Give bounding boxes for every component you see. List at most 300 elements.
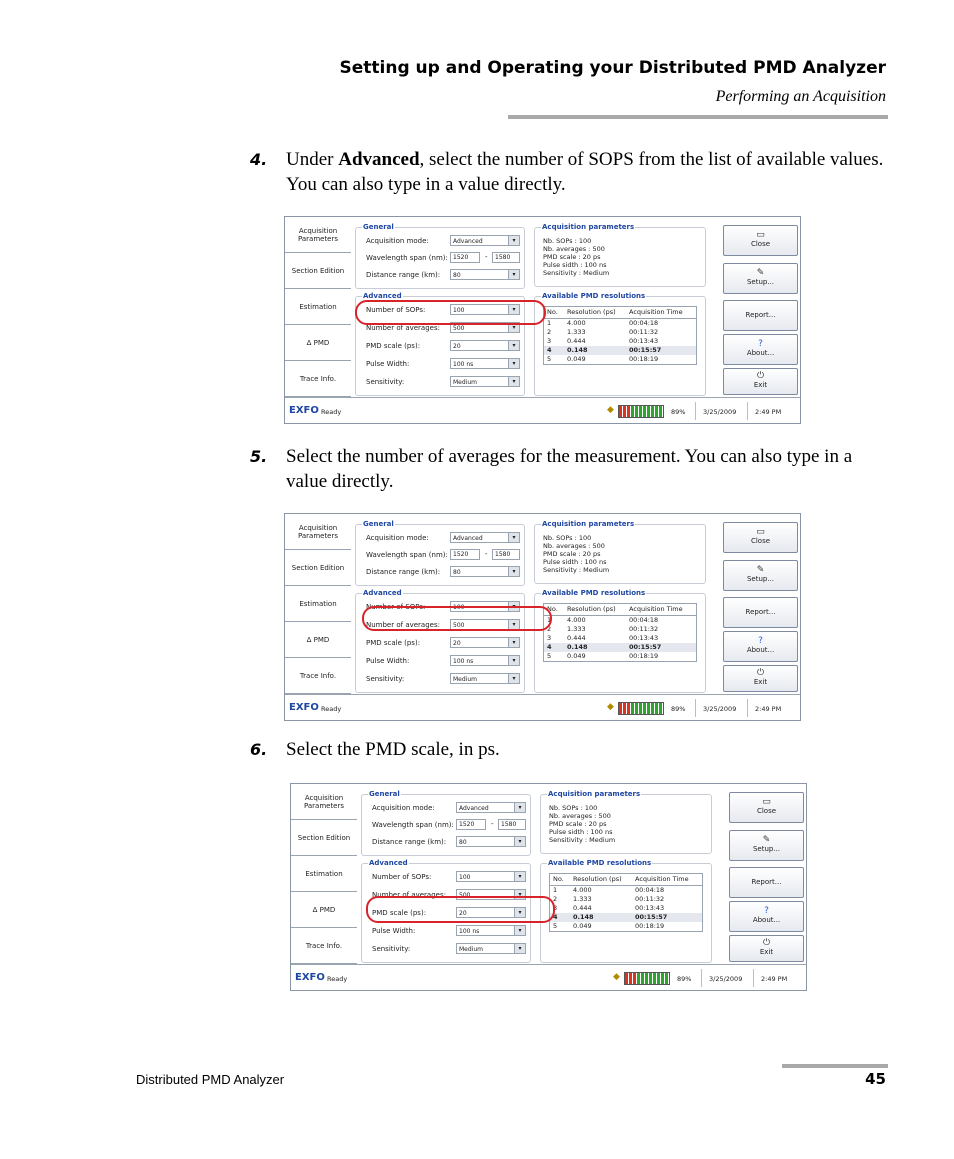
- tab-label: Δ PMD: [306, 635, 330, 644]
- tab-acquisition-parameters[interactable]: [291, 784, 357, 820]
- pulse-width-select[interactable]: [450, 358, 520, 369]
- sensitivity-label: Sensitivity:: [366, 675, 405, 683]
- screenshot-step-6: [290, 783, 807, 991]
- select-value: 80: [453, 272, 461, 279]
- wavelength-dash: -: [485, 550, 488, 558]
- acq-mode-select[interactable]: [450, 235, 520, 246]
- status-divider: [753, 969, 754, 987]
- sops-select[interactable]: [456, 871, 526, 882]
- step-number: 4.: [250, 150, 268, 169]
- button-label: Setup...: [746, 575, 775, 583]
- wavelength-label: Wavelength span (nm):: [366, 551, 448, 559]
- sensitivity-select[interactable]: [450, 673, 520, 684]
- resolutions-title: Available PMD resolutions: [548, 859, 652, 867]
- signal-bars-icon: [624, 972, 670, 985]
- step-6: [250, 737, 890, 762]
- general-group: [355, 520, 525, 586]
- close-button[interactable]: [729, 792, 804, 823]
- acq-mode-label: Acquisition mode:: [366, 534, 429, 542]
- pulse-width-label: Pulse Width:: [372, 927, 416, 935]
- side-tabs: [291, 784, 358, 964]
- chevron-down-icon: ▾: [508, 270, 519, 279]
- distance-label: Distance range (km):: [372, 838, 447, 846]
- footer-rule: [782, 1064, 888, 1068]
- brand-logo: EXFO: [295, 972, 325, 983]
- cell: 0.049: [573, 922, 592, 930]
- table-row-selected[interactable]: [544, 643, 696, 652]
- acq-mode-label: Acquisition mode:: [372, 804, 435, 812]
- edit-icon: ✎: [756, 268, 765, 278]
- tab-label: Estimation: [305, 869, 343, 878]
- param-line: Sensitivity : Medium: [543, 269, 610, 277]
- distance-label: Distance range (km):: [366, 271, 441, 279]
- select-value: Medium: [453, 676, 477, 683]
- cell: 1.333: [567, 328, 586, 336]
- tab-delta-pmd[interactable]: [285, 622, 351, 658]
- cell: 1.333: [567, 625, 586, 633]
- battery-percent: 89%: [677, 975, 692, 983]
- sops-label: Number of SOPs:: [366, 603, 426, 611]
- tab-estimation[interactable]: [291, 856, 357, 892]
- chevron-down-icon: ▾: [508, 323, 519, 332]
- settings-panel: [351, 514, 717, 694]
- brand-logo: EXFO: [289, 702, 319, 713]
- action-buttons: [723, 784, 807, 964]
- param-line: PMD scale : 20 ps: [543, 253, 601, 261]
- button-label: Exit: [753, 381, 768, 389]
- tab-trace-info[interactable]: [285, 361, 351, 397]
- tab-estimation[interactable]: [285, 586, 351, 622]
- tab-label: Trace Info.: [299, 671, 337, 680]
- button-label: Close: [750, 537, 771, 545]
- chevron-down-icon: ▾: [508, 359, 519, 368]
- acq-params-title: Acquisition parameters: [548, 790, 641, 798]
- param-line: Sensitivity : Medium: [549, 836, 616, 844]
- select-value: 100: [453, 307, 465, 314]
- select-value: Advanced: [453, 535, 483, 542]
- status-date: 3/25/2009: [703, 408, 737, 416]
- wavelength-dash: -: [485, 253, 488, 261]
- wavelength-label: Wavelength span (nm):: [366, 254, 448, 262]
- table-header: [544, 604, 696, 616]
- advanced-title: Advanced: [363, 292, 402, 300]
- cell: 4.000: [573, 886, 592, 894]
- edit-icon: ✎: [762, 835, 771, 845]
- resolutions-group: [534, 292, 706, 396]
- side-tabs: [285, 514, 352, 694]
- settings-panel: [357, 784, 723, 964]
- exit-button[interactable]: [723, 665, 798, 692]
- table-row[interactable]: [544, 337, 696, 346]
- tab-label: Acquisition Parameters: [297, 226, 339, 243]
- select-value: 80: [453, 569, 461, 576]
- tab-label: Δ PMD: [306, 338, 330, 347]
- tab-label: Section Edition: [291, 563, 345, 572]
- resolutions-table: [543, 306, 697, 365]
- averages-label: Number of averages:: [366, 621, 440, 629]
- step-text-bold: Advanced: [338, 149, 420, 170]
- button-label: Close: [750, 240, 771, 248]
- step-text-post: , select the number of SOPS from the list of available values. You can also type in a value directly.: [286, 149, 884, 195]
- cell: 1: [547, 319, 552, 327]
- distance-select[interactable]: [450, 269, 520, 280]
- report-button[interactable]: [729, 867, 804, 898]
- battery-percent: 89%: [671, 705, 686, 713]
- chevron-down-icon: ▾: [514, 890, 525, 899]
- status-date: 3/25/2009: [709, 975, 743, 983]
- param-line: Sensitivity : Medium: [543, 566, 610, 574]
- side-tabs: [285, 217, 352, 397]
- cell: 00:13:43: [629, 337, 659, 345]
- button-label: Setup...: [752, 845, 781, 853]
- pulse-width-label: Pulse Width:: [366, 360, 410, 368]
- close-button[interactable]: [723, 522, 798, 553]
- battery-icon: ◆: [607, 405, 614, 415]
- cell: 4: [547, 346, 552, 354]
- select-value: 20: [453, 343, 461, 350]
- sensitivity-label: Sensitivity:: [366, 378, 405, 386]
- footer-product: Distributed PMD Analyzer: [136, 1072, 285, 1087]
- param-line: Pulse sidth : 100 ns: [543, 558, 607, 566]
- cell: 00:11:32: [635, 895, 665, 903]
- action-buttons: [717, 514, 801, 694]
- status-time: 2:49 PM: [761, 975, 788, 983]
- chevron-down-icon: ▾: [514, 803, 525, 812]
- chevron-down-icon: ▾: [514, 908, 525, 917]
- tab-label: Section Edition: [297, 833, 351, 842]
- cell: 1: [553, 886, 558, 894]
- cell: 0.444: [567, 634, 586, 642]
- table-row[interactable]: [550, 895, 702, 904]
- battery-icon: ◆: [613, 972, 620, 982]
- acq-params-group: [534, 223, 706, 287]
- tab-section-edition[interactable]: [285, 253, 351, 289]
- table-header: [544, 307, 696, 319]
- tab-label: Acquisition Parameters: [303, 793, 345, 810]
- cell: 00:15:57: [629, 346, 662, 354]
- select-value: Advanced: [459, 805, 489, 812]
- wavelength-from-input[interactable]: 1520: [450, 252, 480, 263]
- cell: 00:11:32: [629, 625, 659, 633]
- pulse-width-select[interactable]: [450, 655, 520, 666]
- cell: 0.444: [573, 904, 592, 912]
- cell: 0.444: [567, 337, 586, 345]
- tab-acquisition-parameters[interactable]: [285, 217, 351, 253]
- cell: 5: [553, 922, 558, 930]
- status-bar: [285, 694, 800, 721]
- sops-label: Number of SOPs:: [366, 306, 426, 314]
- tab-section-edition[interactable]: [285, 550, 351, 586]
- chevron-down-icon: ▾: [514, 926, 525, 935]
- folder-icon: ▭: [762, 797, 771, 807]
- param-line: Nb. averages : 500: [543, 245, 605, 253]
- tab-trace-info[interactable]: [291, 928, 357, 964]
- cell: 2: [547, 328, 552, 336]
- param-line: Pulse sidth : 100 ns: [549, 828, 613, 836]
- step-4: [250, 147, 890, 197]
- table-row[interactable]: [544, 634, 696, 643]
- tab-label: Trace Info.: [299, 374, 337, 383]
- resolutions-table: [549, 873, 703, 932]
- status-divider: [747, 402, 748, 420]
- button-label: Exit: [753, 678, 768, 686]
- section-title: Performing an Acquisition: [715, 88, 886, 105]
- select-value: 100: [459, 874, 471, 881]
- pmd-scale-label: PMD scale (ps):: [372, 909, 427, 917]
- averages-label: Number of averages:: [372, 891, 446, 899]
- sensitivity-select[interactable]: [456, 943, 526, 954]
- table-row[interactable]: [544, 625, 696, 634]
- header-cell: Acquisition Time: [635, 875, 689, 883]
- wavelength-from-input[interactable]: 1520: [456, 819, 486, 830]
- status-time: 2:49 PM: [755, 408, 782, 416]
- step-text-pre: Under: [286, 149, 339, 170]
- select-value: 20: [459, 910, 467, 917]
- cell: 0.049: [567, 652, 586, 660]
- tab-label: Δ PMD: [312, 905, 336, 914]
- wavelength-to-input[interactable]: 1580: [498, 819, 526, 830]
- wavelength-to-input[interactable]: 1580: [492, 549, 520, 560]
- tab-label: Section Edition: [291, 266, 345, 275]
- cell: 00:18:19: [629, 355, 659, 363]
- cell: 00:04:18: [635, 886, 665, 894]
- table-row[interactable]: [550, 904, 702, 913]
- cell: 00:18:19: [635, 922, 665, 930]
- select-value: 20: [453, 640, 461, 647]
- about-button[interactable]: [723, 334, 798, 365]
- cell: 0.148: [573, 913, 594, 921]
- resolutions-title: Available PMD resolutions: [542, 292, 646, 300]
- distance-select[interactable]: [456, 836, 526, 847]
- acq-params-group: [540, 790, 712, 854]
- distance-select[interactable]: [450, 566, 520, 577]
- folder-icon: ▭: [756, 230, 765, 240]
- cell: 5: [547, 355, 552, 363]
- acq-mode-select[interactable]: [456, 802, 526, 813]
- cell: 4.000: [567, 319, 586, 327]
- chevron-down-icon: ▾: [508, 533, 519, 542]
- acq-params-summary: [549, 804, 615, 844]
- select-value: 100: [453, 604, 465, 611]
- tab-acquisition-parameters[interactable]: [285, 514, 351, 550]
- button-label: Report...: [745, 608, 776, 616]
- table-row[interactable]: [550, 922, 702, 931]
- setup-button[interactable]: [723, 263, 798, 294]
- status-divider: [695, 402, 696, 420]
- help-icon: ?: [758, 636, 763, 646]
- sensitivity-select[interactable]: [450, 376, 520, 387]
- param-line: PMD scale : 20 ps: [549, 820, 607, 828]
- table-header: [550, 874, 702, 886]
- status-divider: [695, 699, 696, 717]
- cell: 00:18:19: [629, 652, 659, 660]
- cell: 00:13:43: [635, 904, 665, 912]
- acq-params-title: Acquisition parameters: [542, 223, 635, 231]
- tab-trace-info[interactable]: [285, 658, 351, 694]
- resolutions-group: [540, 859, 712, 963]
- chevron-down-icon: ▾: [508, 377, 519, 386]
- status-bar: [291, 964, 806, 991]
- table-row[interactable]: [544, 355, 696, 364]
- power-icon: ⏻: [756, 371, 765, 381]
- power-icon: ⏻: [762, 938, 771, 948]
- param-line: Nb. averages : 500: [549, 812, 611, 820]
- chevron-down-icon: ▾: [514, 837, 525, 846]
- chevron-down-icon: ▾: [508, 602, 519, 611]
- report-button[interactable]: [723, 597, 798, 628]
- cell: 0.049: [567, 355, 586, 363]
- step-text: Select the number of averages for the measurement. You can also type in a value directly.: [286, 446, 853, 492]
- cell: 00:11:32: [629, 328, 659, 336]
- select-value: 100 ns: [453, 658, 474, 665]
- select-value: Advanced: [453, 238, 483, 245]
- sops-label: Number of SOPs:: [372, 873, 432, 881]
- battery-percent: 89%: [671, 408, 686, 416]
- step-number: 5.: [250, 447, 268, 466]
- status-time: 2:49 PM: [755, 705, 782, 713]
- chevron-down-icon: ▾: [514, 944, 525, 953]
- battery-icon: ◆: [607, 702, 614, 712]
- step-text: Select the PMD scale, in ps.: [286, 739, 500, 760]
- highlight-pmd-scale: [366, 896, 555, 923]
- resolutions-group: [534, 589, 706, 693]
- about-button[interactable]: [729, 901, 804, 932]
- cell: 3: [547, 337, 552, 345]
- cell: 00:04:18: [629, 319, 659, 327]
- pmd-scale-label: PMD scale (ps):: [366, 639, 421, 647]
- screenshot-step-4: [284, 216, 801, 424]
- help-icon: ?: [764, 906, 769, 916]
- param-line: Nb. averages : 500: [543, 542, 605, 550]
- cell: 3: [547, 634, 552, 642]
- chapter-title: Setting up and Operating your Distributed PMD Analyzer: [339, 58, 886, 78]
- highlight-averages: [362, 606, 552, 631]
- report-button[interactable]: [723, 300, 798, 331]
- brand-logo: EXFO: [289, 405, 319, 416]
- tab-delta-pmd[interactable]: [285, 325, 351, 361]
- tab-label: Estimation: [299, 302, 337, 311]
- select-value: 100 ns: [459, 928, 480, 935]
- header-cell: No.: [547, 605, 558, 613]
- action-buttons: [717, 217, 801, 397]
- button-label: About...: [746, 646, 775, 654]
- cell: 00:15:57: [629, 643, 662, 651]
- chevron-down-icon: ▾: [508, 305, 519, 314]
- about-button[interactable]: [723, 631, 798, 662]
- select-value: 500: [453, 622, 465, 629]
- header-cell: Acquisition Time: [629, 308, 683, 316]
- wavelength-from-input[interactable]: 1520: [450, 549, 480, 560]
- header-cell: Acquisition Time: [629, 605, 683, 613]
- status-divider: [747, 699, 748, 717]
- signal-bars-icon: [618, 702, 664, 715]
- select-value: 100 ns: [453, 361, 474, 368]
- pmd-scale-select[interactable]: [450, 340, 520, 351]
- chevron-down-icon: ▾: [508, 567, 519, 576]
- chevron-down-icon: ▾: [508, 656, 519, 665]
- cell: 00:13:43: [629, 634, 659, 642]
- pulse-width-label: Pulse Width:: [366, 657, 410, 665]
- cell: 00:15:57: [635, 913, 668, 921]
- button-label: Setup...: [746, 278, 775, 286]
- chevron-down-icon: ▾: [508, 341, 519, 350]
- cell: 2: [547, 625, 552, 633]
- status-date: 3/25/2009: [703, 705, 737, 713]
- chevron-down-icon: ▾: [508, 236, 519, 245]
- table-row[interactable]: [544, 319, 696, 328]
- cell: 4.000: [567, 616, 586, 624]
- tab-delta-pmd[interactable]: [291, 892, 357, 928]
- step-5: [250, 444, 890, 494]
- chevron-down-icon: ▾: [514, 872, 525, 881]
- table-row-selected[interactable]: [544, 346, 696, 355]
- highlight-sops: [355, 300, 546, 325]
- table-row[interactable]: [544, 652, 696, 661]
- edit-icon: ✎: [756, 565, 765, 575]
- cell: 1.333: [573, 895, 592, 903]
- wavelength-to-input[interactable]: 1580: [492, 252, 520, 263]
- resolutions-table: [543, 603, 697, 662]
- header-cell: Resolution (ps): [567, 605, 616, 613]
- chevron-down-icon: ▾: [508, 674, 519, 683]
- general-title: General: [363, 520, 394, 528]
- acq-params-group: [534, 520, 706, 584]
- table-row[interactable]: [544, 616, 696, 625]
- help-icon: ?: [758, 339, 763, 349]
- chevron-down-icon: ▾: [508, 620, 519, 629]
- cell: 0.148: [567, 346, 588, 354]
- acq-params-summary: [543, 534, 609, 574]
- cell: 0.148: [567, 643, 588, 651]
- screenshot-step-5: [284, 513, 801, 721]
- distance-label: Distance range (km):: [366, 568, 441, 576]
- acq-params-title: Acquisition parameters: [542, 520, 635, 528]
- setup-button[interactable]: [723, 560, 798, 591]
- acq-params-summary: [543, 237, 609, 277]
- cell: 4: [547, 643, 552, 651]
- exit-button[interactable]: [723, 368, 798, 395]
- pulse-width-select[interactable]: [456, 925, 526, 936]
- exit-button[interactable]: [729, 935, 804, 962]
- table-row[interactable]: [544, 328, 696, 337]
- tab-label: Estimation: [299, 599, 337, 608]
- param-line: PMD scale : 20 ps: [543, 550, 601, 558]
- acq-mode-select[interactable]: [450, 532, 520, 543]
- chevron-down-icon: ▾: [508, 638, 519, 647]
- header-cell: No.: [547, 308, 558, 316]
- table-row-selected[interactable]: [550, 913, 702, 922]
- advanced-title: Advanced: [363, 589, 402, 597]
- averages-label: Number of averages:: [366, 324, 440, 332]
- select-value: Medium: [453, 379, 477, 386]
- header-cell: No.: [553, 875, 564, 883]
- general-title: General: [363, 223, 394, 231]
- cell: 4: [553, 913, 558, 921]
- wavelength-label: Wavelength span (nm):: [372, 821, 454, 829]
- table-row[interactable]: [550, 886, 702, 895]
- param-line: Nb. SOPs : 100: [549, 804, 598, 812]
- header-cell: Resolution (ps): [573, 875, 622, 883]
- status-text: Ready: [327, 975, 348, 983]
- tab-section-edition[interactable]: [291, 820, 357, 856]
- button-label: Exit: [759, 948, 774, 956]
- select-value: 500: [459, 892, 471, 899]
- pmd-scale-select[interactable]: [450, 637, 520, 648]
- tab-estimation[interactable]: [285, 289, 351, 325]
- cell: 1: [547, 616, 552, 624]
- setup-button[interactable]: [729, 830, 804, 861]
- close-button[interactable]: [723, 225, 798, 256]
